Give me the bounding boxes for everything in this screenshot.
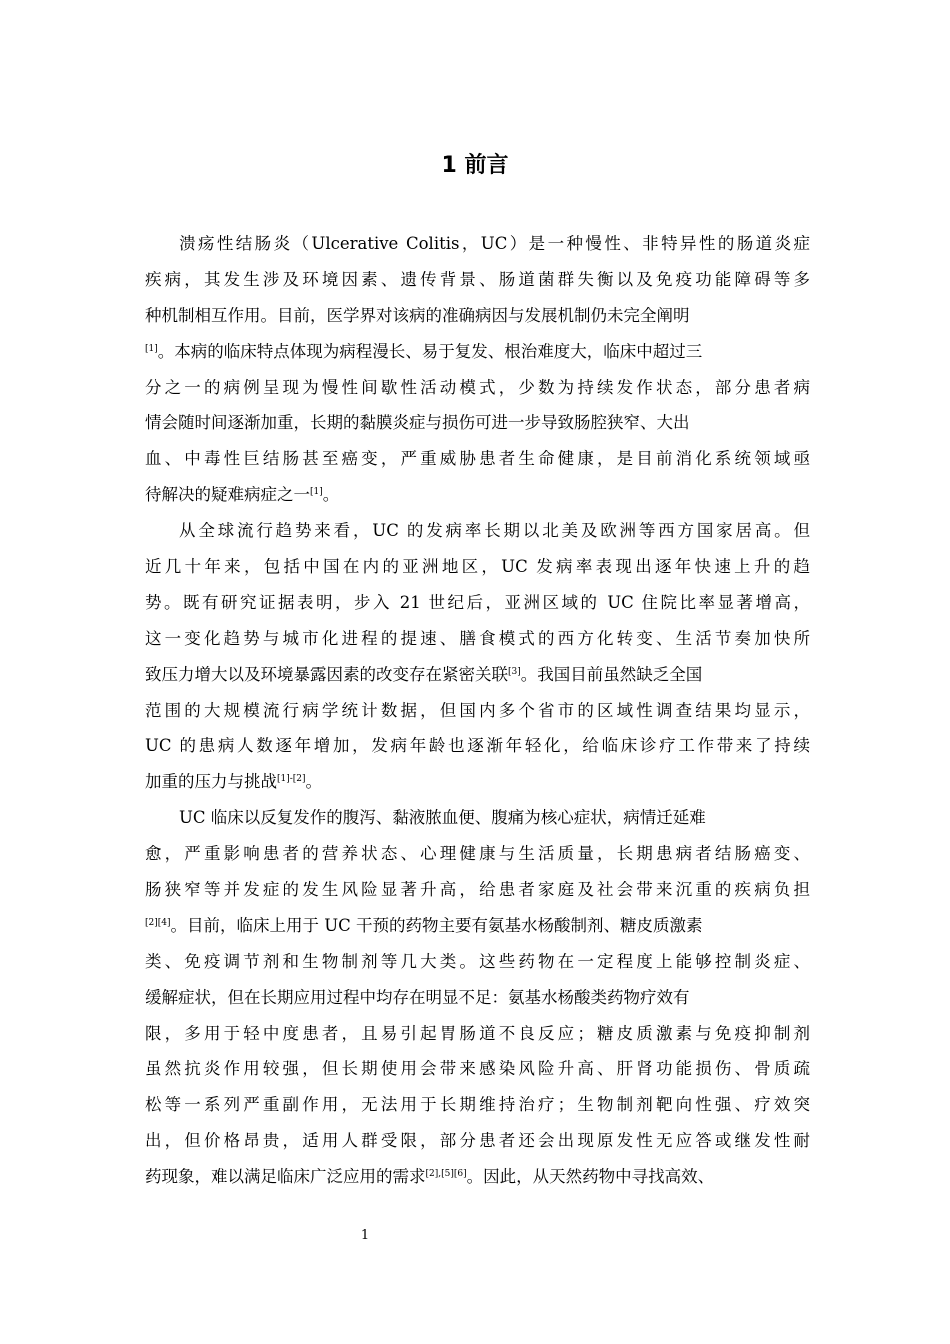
line-text: 肠狭窄等并发症的发生风险显著升高，给患者家庭及社会带来沉重的疾病负担 bbox=[145, 880, 810, 900]
line-text: 疾病，其发生涉及环境因素、遗传背景、肠道菌群失衡以及免疫功能障碍等多 bbox=[145, 269, 810, 289]
text-line bbox=[145, 1087, 810, 1123]
text-line bbox=[145, 585, 810, 621]
text-line bbox=[145, 1159, 810, 1195]
line-text: 药现象，难以满足临床广泛应用的需求 bbox=[145, 1167, 426, 1187]
text-line bbox=[145, 836, 810, 872]
text-line bbox=[145, 1016, 810, 1052]
text-line bbox=[145, 872, 810, 908]
line-text: 类、免疫调节剂和生物制剂等几大类。这些药物在一定程度上能够控制炎症、 bbox=[145, 951, 810, 971]
text-line bbox=[145, 549, 810, 585]
line-text: 这一变化趋势与城市化进程的提速、膳食模式的西方化转变、生活节奏加快所 bbox=[145, 628, 810, 648]
text-line bbox=[145, 226, 810, 262]
line-text: 加重的压力与挑战 bbox=[145, 772, 277, 792]
line-text: UC 的患病人数逐年增加，发病年龄也逐渐年轻化，给临床诊疗工作带来了持续 bbox=[145, 736, 810, 756]
line-text: 待解决的疑难病症之一 bbox=[145, 485, 310, 505]
text-line bbox=[145, 728, 810, 764]
line-text-tail: 。因此，从天然药物中寻找高效、 bbox=[466, 1167, 715, 1187]
citation-ref: [1] bbox=[310, 487, 323, 498]
line-text: 松等一系列严重副作用，无法用于长期维持治疗；生物制剂靶向性强、疗效突 bbox=[145, 1095, 810, 1115]
line-text: 。目前，临床上用于 UC 干预的药物主要有氨基水杨酸制剂、糖皮质激素 bbox=[170, 915, 703, 935]
text-line bbox=[145, 477, 810, 513]
line-text: 愈，严重影响患者的营养状态、心理健康与生活质量，长期患病者结肠癌变、 bbox=[145, 844, 810, 864]
line-text-tail: 。 bbox=[305, 772, 323, 792]
line-text: 血、中毒性巨结肠甚至癌变，严重威胁患者生命健康，是目前消化系统领域亟 bbox=[145, 449, 810, 469]
text-line bbox=[145, 764, 810, 800]
line-text: 虽然抗炎作用较强，但长期使用会带来感染风险升高、肝肾功能损伤、骨质疏 bbox=[145, 1059, 810, 1079]
citation-ref: [2][4] bbox=[145, 917, 171, 928]
text-line bbox=[145, 370, 810, 406]
line-text: 从全球流行趋势来看，UC 的发病率长期以北美及欧洲等西方国家居高。但 bbox=[179, 521, 810, 541]
line-text: 限，多用于轻中度患者，且易引起胃肠道不良反应；糖皮质激素与免疫抑制剂 bbox=[145, 1023, 810, 1043]
text-line bbox=[145, 262, 810, 298]
citation-ref: [3] bbox=[508, 666, 521, 677]
text-line bbox=[145, 980, 810, 1016]
line-text: 致压力增大以及环境暴露因素的改变存在紧密关联 bbox=[145, 664, 508, 684]
text-line bbox=[145, 441, 810, 477]
text-line bbox=[145, 513, 810, 549]
text-line bbox=[145, 800, 810, 836]
text-line bbox=[145, 693, 810, 729]
page-number: 1 bbox=[360, 1228, 370, 1243]
line-text: UC 临床以反复发作的腹泻、黏液脓血便、腹痛为核心症状，病情迁延难 bbox=[179, 808, 706, 828]
text-line bbox=[145, 405, 810, 441]
text-line bbox=[145, 298, 810, 334]
text-line bbox=[145, 657, 810, 693]
line-text: 缓解症状，但在长期应用过程中均存在明显不足：氨基水杨酸类药物疗效有 bbox=[145, 987, 690, 1007]
text-line bbox=[145, 1123, 810, 1159]
line-text: 情会随时间逐渐加重，长期的黏膜炎症与损伤可进一步导致肠腔狭窄、大出 bbox=[145, 413, 690, 433]
citation-ref: [1] bbox=[145, 343, 158, 354]
line-text: 范围的大规模流行病学统计数据，但国内多个省市的区域性调查结果均显示， bbox=[145, 700, 810, 720]
text-line bbox=[145, 334, 810, 370]
line-text: 。本病的临床特点体现为病程漫长、易于复发、根治难度大，临床中超过三 bbox=[157, 341, 703, 361]
section-title: 1 前言 bbox=[441, 153, 509, 178]
line-text: 势。既有研究证据表明，步入 21 世纪后，亚洲区域的 UC 住院比率显著增高， bbox=[145, 592, 810, 612]
line-text-tail: 。 bbox=[322, 485, 340, 505]
line-text: 出，但价格昂贵，适用人群受限，部分患者还会出现原发性无应答或继发性耐 bbox=[145, 1131, 810, 1151]
line-text-tail: 。我国目前虽然缺乏全国 bbox=[520, 664, 703, 684]
text-line bbox=[145, 908, 810, 944]
line-text: 种机制相互作用。目前，医学界对该病的准确病因与发展机制仍未完全阐明 bbox=[145, 305, 690, 325]
text-line bbox=[145, 944, 810, 980]
citation-ref: [1]-[2] bbox=[277, 774, 306, 785]
body-text bbox=[145, 226, 810, 1195]
text-line bbox=[145, 621, 810, 657]
citation-ref: [2],[5][6] bbox=[425, 1169, 467, 1180]
line-text: 近几十年来，包括中国在内的亚洲地区，UC 发病率表现出逐年快速上升的趋 bbox=[145, 557, 810, 577]
line-text: 溃疡性结肠炎（Ulcerative Colitis，UC）是一种慢性、非特异性的肠道炎症 bbox=[179, 234, 810, 253]
line-text: 分之一的病例呈现为慢性间歇性活动模式，少数为持续发作状态，部分患者病 bbox=[145, 377, 810, 397]
text-line bbox=[145, 1051, 810, 1087]
